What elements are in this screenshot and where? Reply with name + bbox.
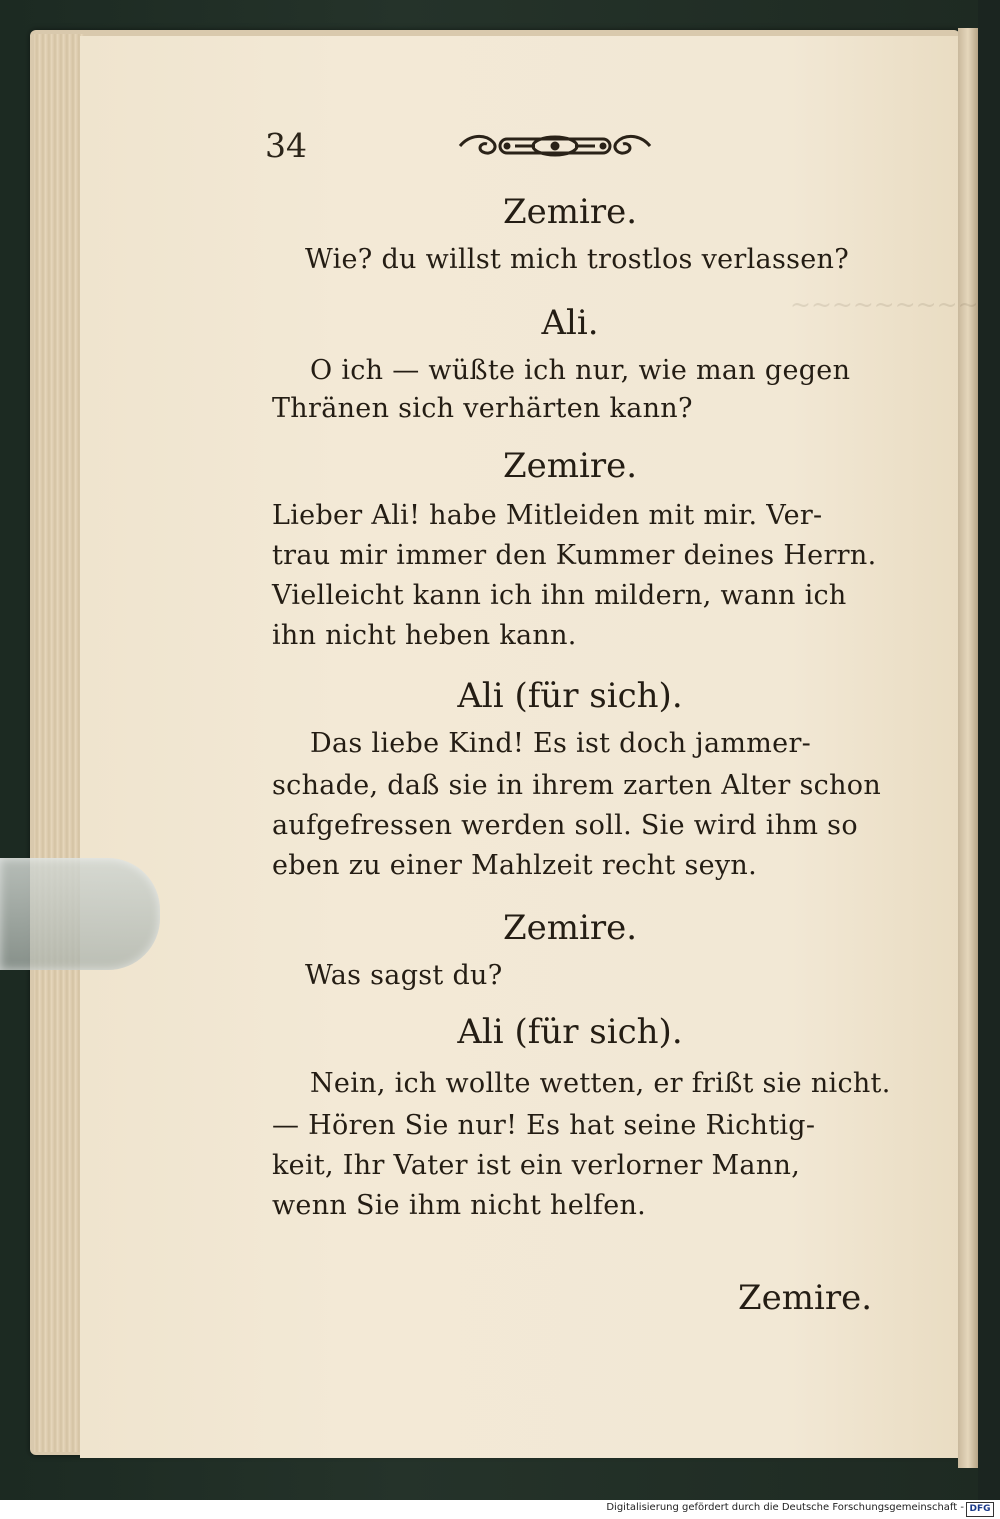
text-line: Wie? du willst mich trostlos verlassen? (305, 244, 850, 275)
text-line: Lieber Ali! habe Mitleiden mit mir. Ver- (272, 500, 823, 531)
text-line: Das liebe Kind! Es ist doch jammer- (310, 728, 812, 759)
text-line: wenn Sie ihm nicht helfen. (272, 1190, 647, 1221)
speaker-name: Zemire. (502, 446, 638, 486)
text-line: O ich — wüßte ich nur, wie man gegen (310, 355, 851, 386)
text-line: ihn nicht heben kann. (272, 620, 577, 651)
page-edges (34, 34, 84, 1452)
speaker-name: Zemire. (502, 908, 638, 948)
text-line: Was sagst du? (305, 960, 503, 991)
show-through: ~~~~~~~~~ (790, 290, 979, 319)
right-margin (978, 0, 1000, 1500)
thumb-clip (0, 858, 160, 970)
catchword: Zemire. (738, 1278, 873, 1318)
text-line: Nein, ich wollte wetten, er frißt sie nicht. (310, 1068, 891, 1099)
speaker-name: Zemire. (502, 192, 638, 232)
speaker-name: Ali (für sich). (457, 676, 683, 716)
text-line: schade, daß sie in ihrem zarten Alter schon (272, 770, 882, 801)
text-line: — Hören Sie nur! Es hat seine Richtig- (272, 1110, 816, 1141)
text-line: eben zu einer Mahlzeit recht seyn. (272, 850, 758, 881)
text-line: Thränen sich verhärten kann? (272, 393, 693, 424)
speaker-name: Ali (für sich). (457, 1012, 683, 1052)
dfg-logo-icon: DFG (966, 1502, 994, 1517)
page-number: 34 (265, 126, 307, 165)
text-line: trau mir immer den Kummer deines Herrn. (272, 540, 877, 571)
speaker-name: Ali. (541, 303, 599, 343)
footer-credit: Digitalisierung gefördert durch die Deutsche Forschungsgemeinschaft - (606, 1502, 964, 1513)
text-line: keit, Ihr Vater ist ein verlorner Mann, (272, 1150, 801, 1181)
ornament-icon (455, 128, 655, 164)
binding-strip (958, 28, 978, 1468)
text-line: Vielleicht kann ich ihn mildern, wann ich (272, 580, 847, 611)
text-line: aufgefressen werden soll. Sie wird ihm so (272, 810, 858, 841)
